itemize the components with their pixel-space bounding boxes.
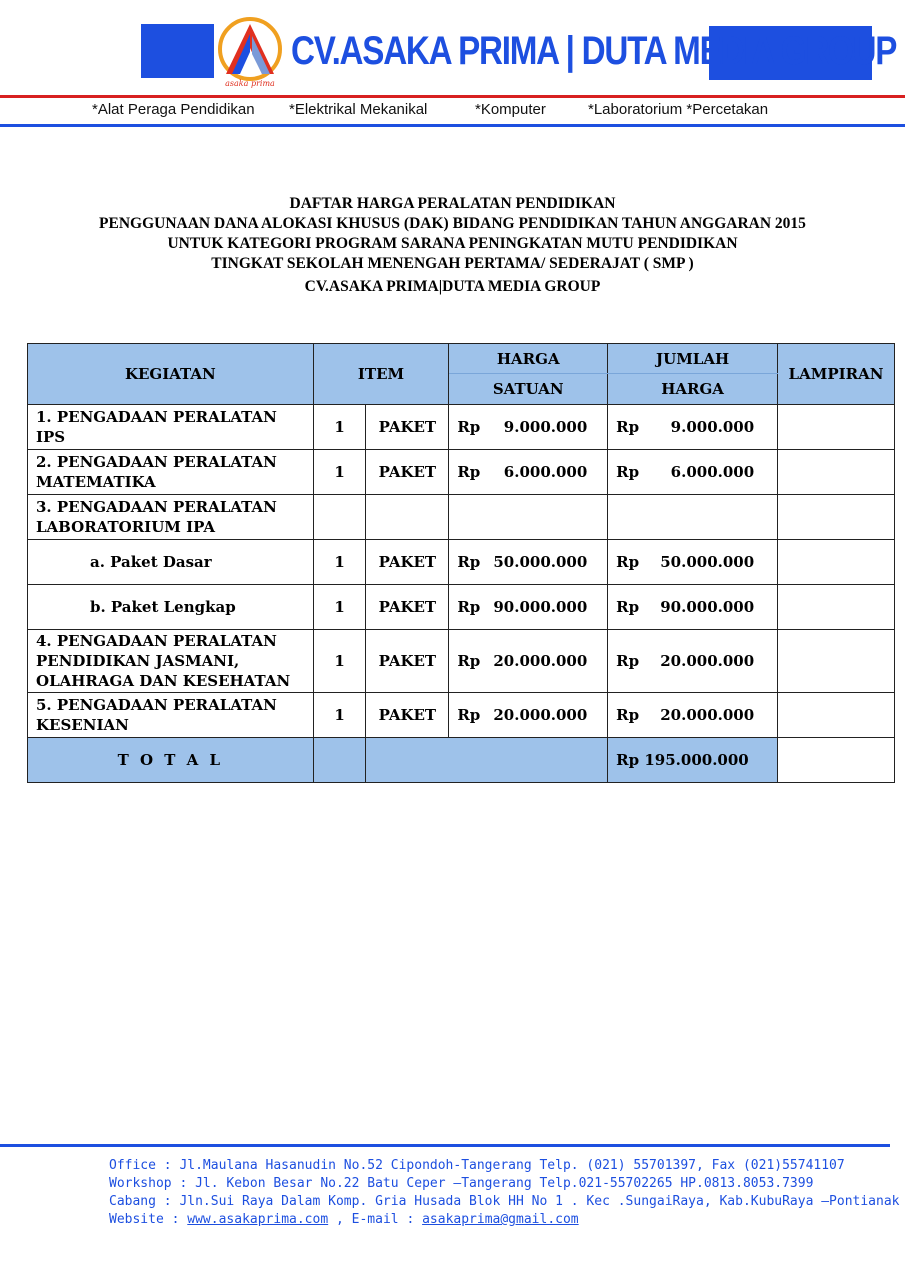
row-harga-satuan [449,693,608,738]
row-jumlah-harga [608,693,778,738]
footer-office: Office : Jl.Maulana Hasanudin No.52 Cipondoh-Tangerang Telp. (021) 55701397, Fax (021)55741107 [109,1158,845,1173]
row-jumlah-harga [608,630,778,693]
row-unit: PAKET [366,693,449,738]
title-line-1: DAFTAR HARGA PERALATAN PENDIDIKAN [289,195,616,212]
service-laboratorium: *Laboratorium *Percetakan [588,101,769,118]
title-line-4: TINGKAT SEKOLAH MENENGAH PERTAMA/ SEDERAJAT ( SMP ) [211,255,694,272]
currency: Rp [616,652,640,670]
currency: Rp [457,652,481,670]
header-jumlah-harga: HARGA [608,374,778,405]
footer-web-line [109,1211,889,1229]
currency: Rp [457,706,481,724]
email-label: , E-mail : [328,1212,423,1227]
row-jumlah-harga [608,495,778,540]
currency: Rp [616,463,640,481]
row-unit: PAKET [366,540,449,585]
row-lampiran [778,630,895,693]
amount: 9.000.000 [670,418,755,436]
amount: 90.000.000 [660,598,755,616]
row-harga-satuan [449,495,608,540]
total-empty-qty [313,738,366,783]
row-jumlah-harga [608,540,778,585]
total-empty-mid [366,738,608,783]
footer-workshop: Workshop : Jl. Kebon Besar No.22 Batu Ceper –Tangerang Telp.021-55702265 HP.0813.8053.7399 [109,1176,814,1191]
table-row [28,540,895,585]
table-row [28,585,895,630]
row-kegiatan: b. Paket Lengkap [28,585,314,630]
logo-text: asaka prima [225,79,275,88]
table-row [28,693,895,738]
amount: 20.000.000 [493,652,588,670]
row-harga-satuan [449,450,608,495]
row-unit: PAKET [366,585,449,630]
amount: 50.000.000 [660,553,755,571]
row-lampiran [778,405,895,450]
row-jumlah-harga [608,405,778,450]
row-harga-satuan [449,405,608,450]
row-unit: PAKET [366,630,449,693]
table-row [28,405,895,450]
footer-contact [109,1157,900,1229]
row-unit [366,495,449,540]
title-line-5: CV.ASAKA PRIMA|DUTA MEDIA GROUP [304,278,601,295]
row-lampiran [778,585,895,630]
website-label: Website : [109,1212,188,1227]
row-qty: 1 [313,585,366,630]
amount: 90.000.000 [493,598,588,616]
row-qty: 1 [313,450,366,495]
row-kegiatan: a. Paket Dasar [28,540,314,585]
currency: Rp [457,463,481,481]
row-lampiran [778,495,895,540]
table-row [28,495,895,540]
row-jumlah-harga [608,585,778,630]
header-jumlah: JUMLAH [608,344,778,374]
currency: Rp [616,706,640,724]
header-satuan: SATUAN [449,374,608,405]
total-label: T O T A L [28,738,314,783]
total-row [28,738,895,783]
row-qty: 1 [313,693,366,738]
service-komputer: *Komputer [475,101,546,118]
header-kegiatan: KEGIATAN [28,344,314,405]
currency: Rp [616,553,640,571]
currency: Rp [457,553,481,571]
row-kegiatan: 4. PENGADAAN PERALATAN PENDIDIKAN JASMANI, OLAHRAGA DAN KESEHATAN [28,630,314,693]
row-harga-satuan [449,630,608,693]
currency: Rp [616,418,640,436]
total-lampiran [778,738,895,783]
row-qty: 1 [313,540,366,585]
header-harga: HARGA [449,344,608,374]
table-row [28,630,895,693]
amount: 20.000.000 [660,652,755,670]
website-link[interactable]: www.asakaprima.com [187,1212,329,1227]
currency: Rp [457,598,481,616]
total-value: Rp 195.000.000 [608,738,778,783]
row-kegiatan: 5. PENGADAAN PERALATAN KESENIAN [28,693,314,738]
row-kegiatan: 3. PENGADAAN PERALATAN LABORATORIUM IPA [28,495,314,540]
document-title [0,194,905,297]
header-lampiran: LAMPIRAN [778,344,895,405]
amount: 6.000.000 [670,463,755,481]
price-table [27,343,895,783]
table-row [28,450,895,495]
title-line-3: UNTUK KATEGORI PROGRAM SARANA PENINGKATAN MUTU PENDIDIKAN [167,235,738,252]
footer-cabang: Cabang : Jln.Sui Raya Dalam Komp. Gria Husada Blok HH No 1 . Kec .SungaiRaya, Kab.KubuRaya –Pontianak [109,1194,900,1209]
currency: Rp [457,418,481,436]
amount: 50.000.000 [493,553,588,571]
row-lampiran [778,540,895,585]
footer-rule [0,1144,890,1147]
company-logo [216,16,284,88]
title-line-2: PENGGUNAAN DANA ALOKASI KHUSUS (DAK) BIDANG PENDIDIKAN TAHUN ANGGARAN 2015 [99,215,806,232]
amount: 9.000.000 [503,418,588,436]
email-link[interactable]: asakaprima@gmail.com [422,1212,579,1227]
header-blue-block-left [141,24,214,78]
row-qty: 1 [313,630,366,693]
row-kegiatan: 1. PENGADAAN PERALATAN IPS [28,405,314,450]
row-kegiatan: 2. PENGADAAN PERALATAN MATEMATIKA [28,450,314,495]
row-unit: PAKET [366,450,449,495]
amount: 6.000.000 [503,463,588,481]
amount: 20.000.000 [660,706,755,724]
currency: Rp [616,598,640,616]
row-lampiran [778,450,895,495]
row-jumlah-harga [608,450,778,495]
service-elektrikal: *Elektrikal Mekanikal [289,101,428,118]
row-harga-satuan [449,540,608,585]
row-unit: PAKET [366,405,449,450]
header-red-rule [0,95,905,98]
amount: 20.000.000 [493,706,588,724]
service-alat-peraga: *Alat Peraga Pendidikan [92,101,255,118]
row-qty: 1 [313,405,366,450]
company-name: CV.ASAKA PRIMA | DUTA MEDIA GROUP [291,29,897,73]
row-harga-satuan [449,585,608,630]
row-qty [313,495,366,540]
header-item: ITEM [313,344,449,405]
header-blue-rule [0,124,905,127]
row-lampiran [778,693,895,738]
